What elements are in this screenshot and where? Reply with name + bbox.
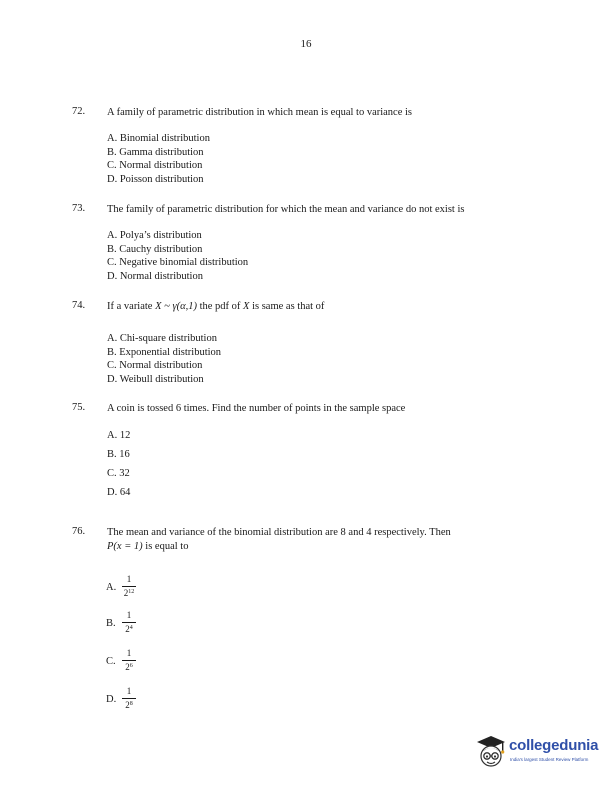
fraction-bar [122,586,136,587]
denominator [122,624,136,635]
exponent: 12 [128,589,135,595]
option-c: C. Normal distribution [107,360,203,372]
fraction-bar [122,622,136,623]
option-label: C. [106,656,116,667]
question-number: 75. [72,402,86,413]
text-segment: is equal to [142,541,189,552]
base: 2 [123,588,129,598]
question-number: 73. [72,203,86,214]
question-text [107,526,552,554]
math-expression: ~ γ(α,1) [161,301,200,312]
options-list [107,229,248,284]
math-expression: (x = 1) [113,541,143,552]
question-number: 76. [72,526,86,537]
option-d: D. Weibull distribution [107,374,204,386]
math-variable: X [243,301,250,312]
text-segment: the pdf of [199,301,244,312]
option-d: D. Poisson distribution [107,174,204,186]
option-b: B. Exponential distribution [107,346,222,358]
fraction-bar [122,698,136,699]
question-number: 74. [72,300,86,311]
option-label: B. [106,618,116,629]
option-a: A. 12 [107,430,131,441]
numerator: 1 [126,610,132,620]
question-text: A family of parametric distribution in which mean is equal to variance is [107,107,412,118]
options-list [107,426,130,502]
base: 2 [125,624,130,634]
denominator [122,588,136,599]
option-b: B. Cauchy distribution [107,243,203,255]
option-d: D. Normal distribution [107,271,203,283]
exponent: 8 [129,701,133,707]
math-variable: P [107,541,114,552]
option-b: B. 16 [107,449,130,460]
math-variable: X [155,301,162,312]
collegedunia-logo [473,733,608,773]
text-segment: is same as that of [249,301,325,312]
option-label: A. [106,582,117,593]
option-b: B. Gamma distribution [107,146,204,158]
numerator: 1 [126,686,132,696]
denominator [122,700,136,711]
option-d: D. 64 [107,487,131,498]
denominator [122,662,136,673]
fraction [122,610,136,635]
question-text: A coin is tossed 6 times. Find the number of points in the sample space [107,403,406,414]
question-number: 72. [72,106,86,117]
numerator: 1 [126,648,132,658]
base: 2 [125,700,130,710]
base: 2 [125,662,130,672]
options-list [107,332,221,387]
option-c: C. Normal distribution [107,160,203,172]
logo-tagline: India's largest Student Review Platform [510,757,589,762]
logo-wordmark: collegedunia [509,737,599,754]
question-text: The family of parametric distribution for which the mean and variance do not exist is [107,204,465,215]
fraction [122,648,136,673]
option-c: C. Negative binomial distribution [107,257,249,269]
page-number: 16 [300,38,312,50]
question-text [107,300,552,314]
question-76 [72,526,552,716]
graduate-mascot-icon [473,733,509,771]
option-c: C. 32 [107,468,130,479]
option-a: A. Polya’s distribution [107,230,202,241]
text-segment: If a variate [107,301,156,312]
exponent: 4 [129,625,133,631]
fraction [122,574,136,599]
option-a: A. Binomial distribution [107,133,210,144]
fraction [122,686,136,711]
option-label: D. [106,694,117,705]
option-a: A. Chi-square distribution [107,333,217,344]
options-list [107,132,210,187]
numerator: 1 [126,574,132,584]
fraction-bar [122,660,136,661]
text-line-1: The mean and variance of the binomial distribution are 8 and 4 respectively. Then [107,527,451,538]
exponent: 6 [129,663,133,669]
